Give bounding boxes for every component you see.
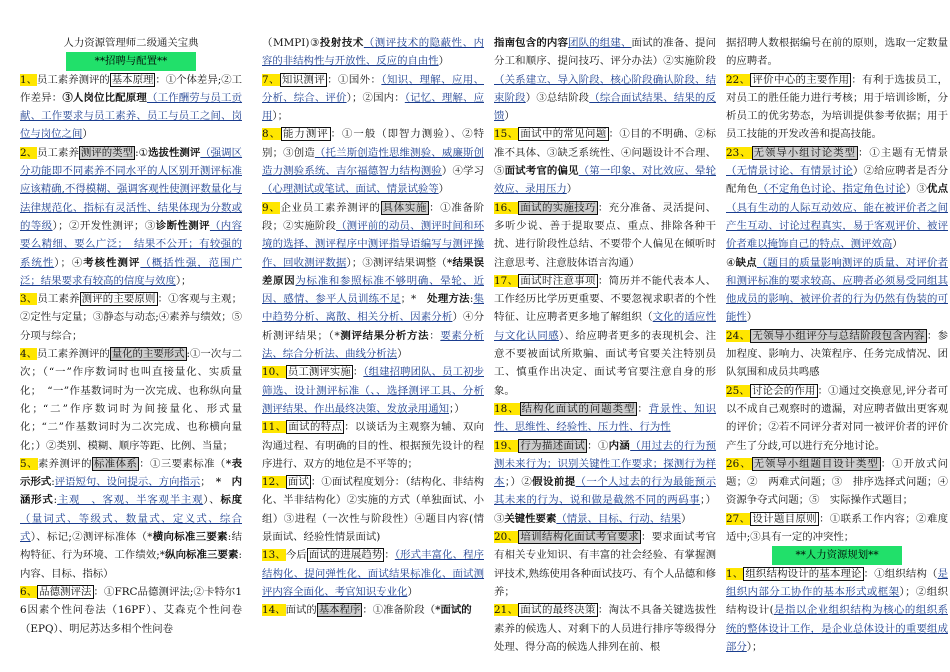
item-number: 20、 [494,531,519,544]
column-2 [262,34,484,620]
item-2: 2、员工素养 测评的类型 :①选拔性测评（强调区分功能即不同素养不同水平的人区别开测评标准应该精确,不得模糊、强调客观性使测评数量化与法律规范化、指标有灵活性、结果体现为分数或的等级）；②开发性测评；③诊断性测评（内容要么精细、要么广泛； 结果不公开；有较强的系统性）；④考核性测评（概括性强，范围广泛；结果要求有较高的信度与效度）； [20,146,243,287]
item-27: 27、 设计题目原则 ：①联系工作内容；②难度适中;③具有一定的冲突性； [726,512,949,544]
column-3 [494,34,716,656]
item-13: 13、今后 面试的进展趋势 ：（形式丰富化、程序结构化、提问弹性化、面试结果标准化、面试测评内容全面化、考官知识专业化） [262,549,484,598]
keyword: 无领导小组讨论类型 [753,146,856,159]
item-21: 21、 面试的最终决策 ：淘汰不具备关键选拔性素养的候选人、对剩下的人员进行排序等级得分处理、得分高的候选人排列在前、根 [494,604,717,653]
keyword: 面试的进展趋势 [308,549,383,562]
keyword: 无领导小组评分与总结阶段包含内容 [752,329,925,342]
item-number: 11、 [262,421,287,434]
keyword: 面试的特点 [288,421,343,434]
item-22: 22、 评价中心的主要作用 ：有利于选拔员工，对员工的胜任能力进行考核；用于培训诊断，分析员工的优劣势态，为培训提供参考依据；用于员工技能的开发改善和提高技能。 [726,73,948,141]
item-24: 24、 无领导小组评分与总结阶段包含内容 ：参加程度、影响力、决策程序、任务完成情况、团队氛围和成员共鸣感 [726,329,948,379]
item-number: 23、 [726,146,752,159]
keyword: 基本原理 [111,73,154,86]
item-4: 4、员工素养测评的 量化的主要形式 :①一次与二次；（“一”作序数词时也叫直接量化、实质量化； “一”作基数词时为一次完成、也称纵向量化；“二”作序数词时为间接量化、形式量化；“二”作基数词时为二次完成、也称横向量化；）②类别、模糊、顺序等距、比例、当量； [20,348,242,452]
keyword: 测评的主要原则 [81,293,156,306]
item-26: 26、 无领导小组题目设计类型 ：①开放式问题；② 两难式问题；③ 排序选择式问题；④资源争夺式问题；⑤ 实际操作式题目； [726,457,949,507]
item-number: 8、 [262,128,282,141]
keyword: 组织结构设计的基本理论 [745,567,862,580]
item-16: 16、 面试的实施技巧 ：充分准备、灵活提问、多听少说、善于提取要点、重点、排除各种干扰、进行阶段性总结、不要带个人偏见在倾听时注意思考、注意肢体语言沟通） [494,201,717,269]
item-number: 12、 [262,476,286,489]
keyword: 具体实施 [382,201,428,214]
keyword: 结构化面试的问题类型 [521,402,636,415]
item-11: 11、 面试的特点 ：以谈话为主观察为辅、双向沟通过程、有明确的目的性、根据预先设计的程序进行、双方的地位是不平等的； [262,421,484,470]
item-9: 9、企业员工素养测评的 具体实施 ：①准备阶段；②实施阶段（测评前的动员、测评时间和环境的选择、测评程序中测评指导语编写与测评操作、回收测评数据）；③测评结果调整（*结果误差原因为标准和参照标准不够明确、晕轮、近因、感情、参平人员训练不足；* 处理方法:集中趋势分析、离散、相关分析、因素分析）④分析测评结果；（*测评结果分析方法：要素分析法、综合分析法、曲线分析法） [262,201,485,361]
keyword: 面试的实施技巧 [520,201,596,214]
keyword: 面试的最终决策 [520,604,596,617]
item-18: 18、 结构化面试的问题类型 ：背景性、知识性、思维性、经验性、压力性、行为性 [494,402,717,434]
keyword: 员工测评实施 [287,366,351,379]
item-number: 1、 [726,567,744,580]
keyword: 能力测评 [283,128,329,141]
item-number: 18、 [494,402,520,415]
item-number: 27、 [726,512,751,525]
item-20: 20、 培训结构化面试考官要求 ：要求面试考官有相关专业知识、有丰富的社会经验、有掌握测评技术,熟练使用各种面试技巧、有个人品德和修养； [494,531,717,598]
keyword: 设计题目原则 [752,512,818,525]
item-number: 5、 [20,457,38,470]
keyword: 面试时注意事项 [520,274,596,287]
item-6-continued: （MMPI)③投射技术（测评技术的隐蔽性、内容的非结构性与开放性、反应的自由性） [262,37,485,68]
item-1: 1、员工素养测评的 基本原理 ：①个体差异;②工作差异：③人岗位比配原理（工作酬劳与员工贡献、工作要求与员工素养、员工与员工之间、岗位与岗位之间） [20,73,243,141]
section-banner-planning: **人力资源规划** [772,546,902,564]
item-12: 12、 面试 ：①面试程度划分：（结构化、非结构化、半非结构化）②实施的方式（单独面试、小组）③进程（一次性与阶段性）④题目内容(情景面试、经验性情景面试) [262,476,484,544]
item-number: 9、 [262,201,281,214]
keyword: 量化的主要形式 [111,348,185,361]
item-number: 1、 [20,73,38,86]
keyword: 知识测评 [281,73,326,86]
item-8: 8、 能力测评 ：①一般（即智力测验）、②特别；③创造（托兰斯创造性思维测验、威廉斯创造力测验系统、吉尔福德智力结构测验）④学习（心理测试或笔试、面试、情景试验等） [262,128,485,196]
item-17: 17、 面试时注意事项 ：简历并不能代表本人、工作经历比学历更重要、不要忽视求职者的个性特征、让应聘者更多地了解组织（文化的适应性与文化认同感）、给应聘者更多的表现机会、注意不要被面试所欺骗、面试考官要关注特别员工、慎重作出决定、面试考官要注意自身的形象。 [494,274,717,397]
item-number: 10、 [262,366,286,379]
item-number: 24、 [726,329,751,342]
keyword: 标准体系 [93,457,138,470]
item-10: 10、 员工测评实施 ：（组建招聘团队、员工初步筛选、设计测评标准（、、选择测评工具、分析测评结果、作出最终决策、发放录用通知；） [262,366,484,415]
item-number: 15、 [494,128,519,141]
item-21-continued: 据招聘人数根据编号在前的原则，选取一定数量的应聘者。 [726,37,948,68]
item-number: 7、 [262,73,280,86]
item-number: 21、 [494,604,519,617]
section-banner-recruit: **招聘与配置** [66,52,196,70]
item-number: 14、 [262,604,286,617]
item-number: 16、 [494,201,519,214]
keyword: 无领导小组题目设计类型 [753,457,879,470]
keyword: 评价中心的主要作用 [752,73,850,86]
item-number: 26、 [726,457,752,470]
item-19: 19、 行为描述面试 ：①内涵（用过去的行为预测未来行为；识别关键性工作要求；探测行为样本；）②假设前提（一个人过去的行为最能预示其未来的行为、说和做是截然不同的两码事；）③关键性要素（情景、目标、行动、结果） [494,439,717,525]
item-6: 6、 品德测评法 ：①FRC品德测评法;②卡特尔16因素个性问卷法（16PF）、艾森克个性问卷（EPQ）、明尼苏达多相个性问卷 [20,585,243,635]
item-number: 4、 [20,348,38,361]
item-number: 25、 [726,384,751,397]
item-14: 14、面试的 基本程序 ：①准备阶段（*面试的 [262,604,472,617]
item-number: 17、 [494,274,519,287]
item-14-continued: 指南包含的内容团队的组建、面试的准备、提问分工和顺序、提问技巧、评分办法）②实施阶段（关系建立、导入阶段、核心阶段确认阶段、结束阶段）③总结阶段（综合面试结果、结果的反馈） [494,37,717,123]
item-number: 2、 [20,146,38,159]
keyword: 测评的类型 [80,146,134,159]
keyword: 品德测评法 [39,585,92,598]
column-1 [20,34,242,638]
item-23-cons: ④缺点（题目的质量影响测评的质量、对评价者和测评标准的要求较高、应聘者必须易受同组其他成员的影响、被评价者的行为仍然有伪装的可能性） [726,256,949,324]
item-15: 15、 面试中的常见问题 ：①目的不明确、②标准不具体、③缺乏系统性、④问题设计不合理、⑤面试考官的偏见（第一印象、对比效应、晕轮效应、录用压力） [494,128,717,196]
column-4 [726,34,948,656]
keyword: 面试中的常见问题 [520,128,607,141]
item-number: 6、 [20,585,38,598]
item-3: 3、员工素养 测评的主要原则 ：①客观与主观；②定性与定量；③静态与动态;④素养与绩效；⑤分项与综合； [20,293,242,342]
keyword: 培训结构化面试考官要求 [520,531,639,544]
item-number: 22、 [726,73,751,86]
keyword: 讨论会的作用 [752,384,816,397]
item-25: 25、 讨论会的作用 ：①通过交换意见,评分者可以不成自己观察时的遗漏，对应聘者做出更客观的评价；②若不同评分者对同一被评价者的评价产生了分歧,可以进行充分地讨论。 [726,384,948,452]
item-number: 19、 [494,439,519,452]
item-5: 5、素养测评的 标准体系 ：①三要素标准（*表示形式:评语短句、设问提示、方向指示； * 内涵形式:主观 、客观、半客观半主观）、标度（量词式、等级式、数量式、定义式、综合式）、标记;②测评标准体（*横向标准三要素:结构特征、行为环境、工作绩效;*纵向标准三要素:内容、目标、指标） [20,457,243,580]
keyword: 基本程序 [318,604,361,617]
item-number: 3、 [20,293,38,306]
planning-item-1: 1、 组织结构设计的基本理论 ：①组织结构（是组织内部分工协作的基本形式或框架）；②组织结构设计(是指以企业组织结构为核心的组织系统的整体设计工作，是企业总体设计的重要组成部分）； [726,567,949,653]
keyword: 面试 [287,476,309,489]
keyword: 行为描述面试 [520,439,586,452]
item-number: 13、 [262,549,286,562]
item-23: 23、 无领导小组讨论类型 ：①主题有无情景（无情景讨论、有情景讨论）②给应聘者是否分配角色（不定角色讨论、指定角色讨论）③优点（具有生动的人际互动效应、能在被评价者之间产生互动、讨论过程真实，易于客观评价、被评价者难以掩饰自己的特点、测评效高） [726,146,949,251]
item-7: 7、 知识测评 ：①国外：（知识、理解、应用、分析、综合、评价）；②国内：（记忆、理解、应用）； [262,73,484,123]
document-title: 人力资源管理师二级通关宝典 [63,37,199,49]
